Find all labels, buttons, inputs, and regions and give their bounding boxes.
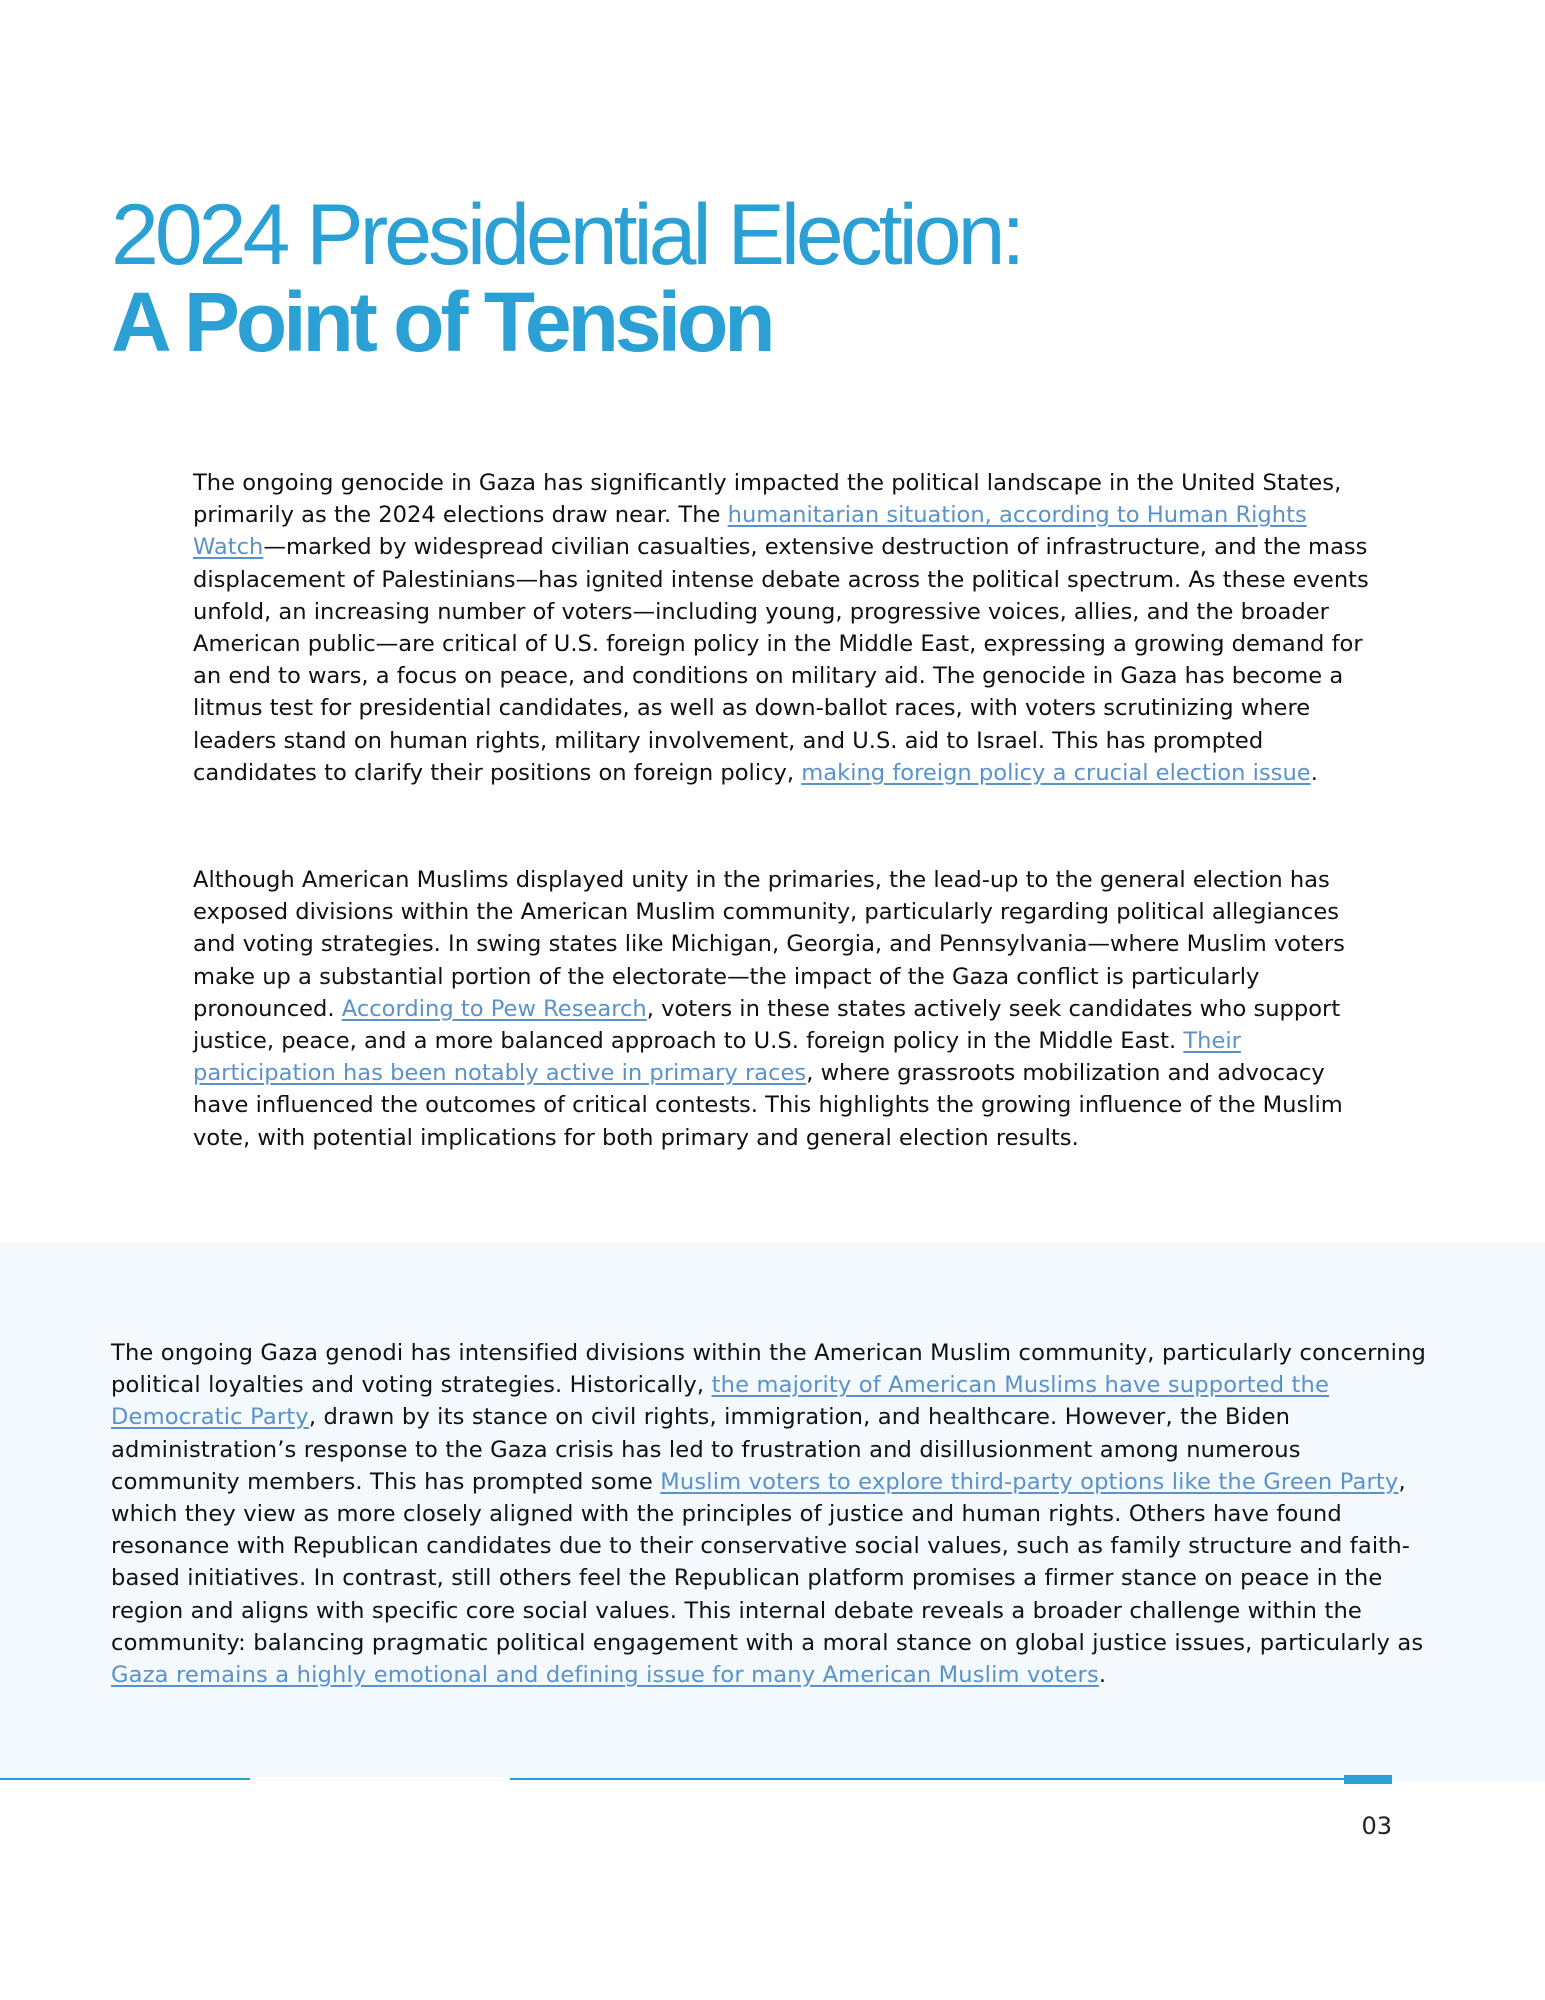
text-segment: .	[1098, 1662, 1107, 1689]
link-green-party-options[interactable]: Muslim voters to explore third-party options like the Green Party	[660, 1468, 1399, 1495]
link-democratic-party-support[interactable]: the majority of American Muslims have supported the Democratic Party	[111, 1372, 1330, 1431]
link-foreign-policy-election-issue[interactable]: making foreign policy a crucial election issue	[801, 759, 1311, 786]
link-gaza-defining-issue[interactable]: Gaza remains a highly emotional and defining issue for many American Muslim voters	[111, 1662, 1099, 1689]
text-segment: .	[1310, 759, 1318, 786]
link-primary-races[interactable]: Their participation has been notably active in primary races	[193, 1028, 1241, 1087]
footer-divider-gap	[250, 1777, 510, 1780]
text-segment: The ongoing Gaza genodi has intensified divisions within the American Muslim community, particularly concerning political loyalties and voting strategies. Historically,	[111, 1340, 1427, 1399]
text-segment: The ongoing genocide in Gaza has significantly impacted the political landscape in the United States, primarily as the 2024 elections draw near. The	[193, 470, 1342, 529]
link-pew-research[interactable]: According to Pew Research	[341, 995, 647, 1022]
title-line-2: A Point of Tension	[111, 275, 772, 369]
swing-states-paragraph	[193, 864, 1383, 1154]
footer-accent-bar	[1344, 1775, 1392, 1784]
link-human-rights-watch[interactable]: humanitarian situation, according to Human Rights Watch	[193, 502, 1307, 561]
page-title	[111, 187, 1022, 369]
text-segment: , which they view as more closely aligned with the principles of justice and human rights. Others have found resonance with Republican candidates due to their conservative social values, such as family structure and faith-based initiatives. In contrast, still others feel the Republican platform promises a firmer stance on peace in the region and aligns with specific core social values. This internal debate reveals a broader challenge within the community: balancing pragmatic political engagement with a moral stance on global justice issues, particularly as	[111, 1468, 1424, 1656]
text-segment: , voters in these states actively seek candidates who support justice, peace, and a more balanced approach to U.S. foreign policy in the Middle East.	[193, 995, 1341, 1055]
page-number: 03	[1361, 1812, 1392, 1840]
text-segment: , where grassroots mobilization and advocacy have influenced the outcomes of critical contests. This highlights the growing influence of the Muslim vote, with potential implications for both primary and general election results.	[193, 1060, 1343, 1151]
divisions-paragraph	[111, 1337, 1431, 1691]
text-segment: —marked by widespread civilian casualties, extensive destruction of infrastructure, and the mass displacement of Palestinians—has ignited intense debate across the political spectrum. As these events unfold, an increasing number of voters—including young, progressive voices, allies, and the broader American public—are critical of U.S. foreign policy in the Middle East, expressing a growing demand for an end to wars, a focus on peace, and conditions on military aid. The genocide in Gaza has become a litmus test for presidential candidates, as well as down-ballot races, with voters scrutinizing where leaders stand on human rights, military involvement, and U.S. aid to Israel. This has prompted candidates to clarify their positions on foreign policy,	[193, 534, 1369, 786]
title-line-1: 2024 Presidential Election:	[111, 187, 1022, 283]
text-segment: , drawn by its stance on civil rights, immigration, and healthcare. However, the Biden administration’s response to the Gaza crisis has led to frustration and disillusionment among numerous community members. This has prompted some	[111, 1404, 1301, 1495]
text-segment: Although American Muslims displayed unity in the primaries, the lead-up to the general election has exposed divisions within the American Muslim community, particularly regarding political allegiances and voting strategies. In swing states like Michigan, Georgia, and Pennsylvania—where Muslim voters make up a substantial portion of the electorate—the impact of the Gaza conflict is particularly pronounced.	[193, 867, 1345, 1022]
intro-paragraph	[193, 467, 1383, 789]
footer-divider	[0, 1778, 1392, 1780]
